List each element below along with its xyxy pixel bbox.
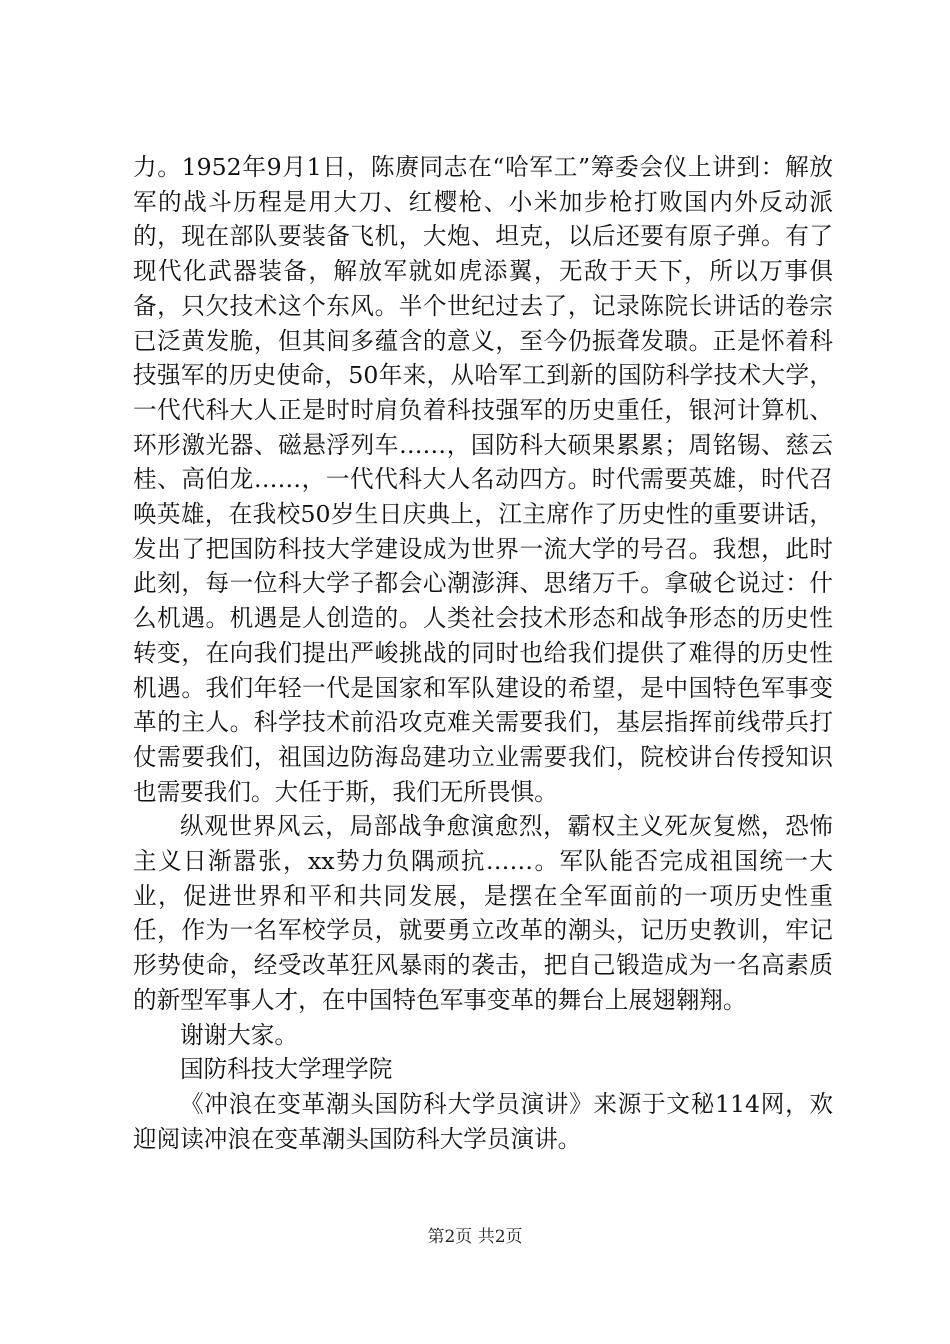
closing-thanks: 谢谢大家。 (180, 1020, 298, 1049)
page-number-label: 第2页 共2页 (427, 1227, 523, 1247)
author-affiliation: 国防科技大学理学院 (180, 1055, 393, 1084)
page-footer (0, 1226, 950, 1248)
source-note: 《冲浪在变革潮头国防科大学员演讲》来源于文秘114网，欢迎阅读冲浪在变革潮头国防科大学员演讲。 (133, 1089, 833, 1153)
document-body (133, 150, 833, 1156)
body-paragraph-2: 纵观世界风云，局部战争愈演愈烈，霸权主义死灰复燃，恐怖主义日渐嚣张，xx势力负隅顽抗……。军队能否完成祖国统一大业，促进世界和平和共同发展，是摆在全军面前的一项历史性重任，作为一名军校学员，就要勇立改革的潮头，记历史教训，牢记形势使命，经受改革狂风暴雨的袭击，把自己锻造成为一名高素质的新型军事人才，在中国特色军事变革的舞台上展翅翱翔。 (133, 812, 833, 1014)
body-paragraph-1: 力。1952年9月1日，陈赓同志在“哈军工”筹委会仪上讲到：解放军的战斗历程是用大刀、红樱枪、小米加步枪打败国内外反动派的，现在部队要装备飞机，大炮、坦克，以后还要有原子弹。有了现代化武器装备，解放军就如虎添翼，无敌于天下，所以万事俱备，只欠技术这个东风。半个世纪过去了，记录陈院长讲话的卷宗已泛黄发脆，但其间多蕴含的意义，至今仍振聋发聩。正是怀着科技强军的历史使命，50年来，从哈军工到新的国防科学技术大学，一代代科大人正是时时肩负着科技强军的历史重任，银河计算机、环形激光器、磁悬浮列车……，国防科大硕果累累；周铭锡、慈云桂、高伯龙……，一代代科大人名动四方。时代需要英雄，时代召唤英雄，在我校50岁生日庆典上，江主席作了历史性的重要讲话，发出了把国防科技大学建设成为世界一流大学的号召。我想，此时此刻，每一位科大学子都会心潮澎湃、思绪万千。拿破仑说过：什么机遇。机遇是人创造的。人类社会技术形态和战争形态的历史性转变，在向我们提出严峻挑战的同时也给我们提供了难得的历史性机遇。我们年轻一代是国家和军队建设的希望，是中国特色军事变革的主人。科学技术前沿攻克难关需要我们，基层指挥前线带兵打仗需要我们，祖国边防海岛建功立业需要我们，院校讲台传授知识也需要我们。大任于斯，我们无所畏惧。 (133, 153, 833, 806)
